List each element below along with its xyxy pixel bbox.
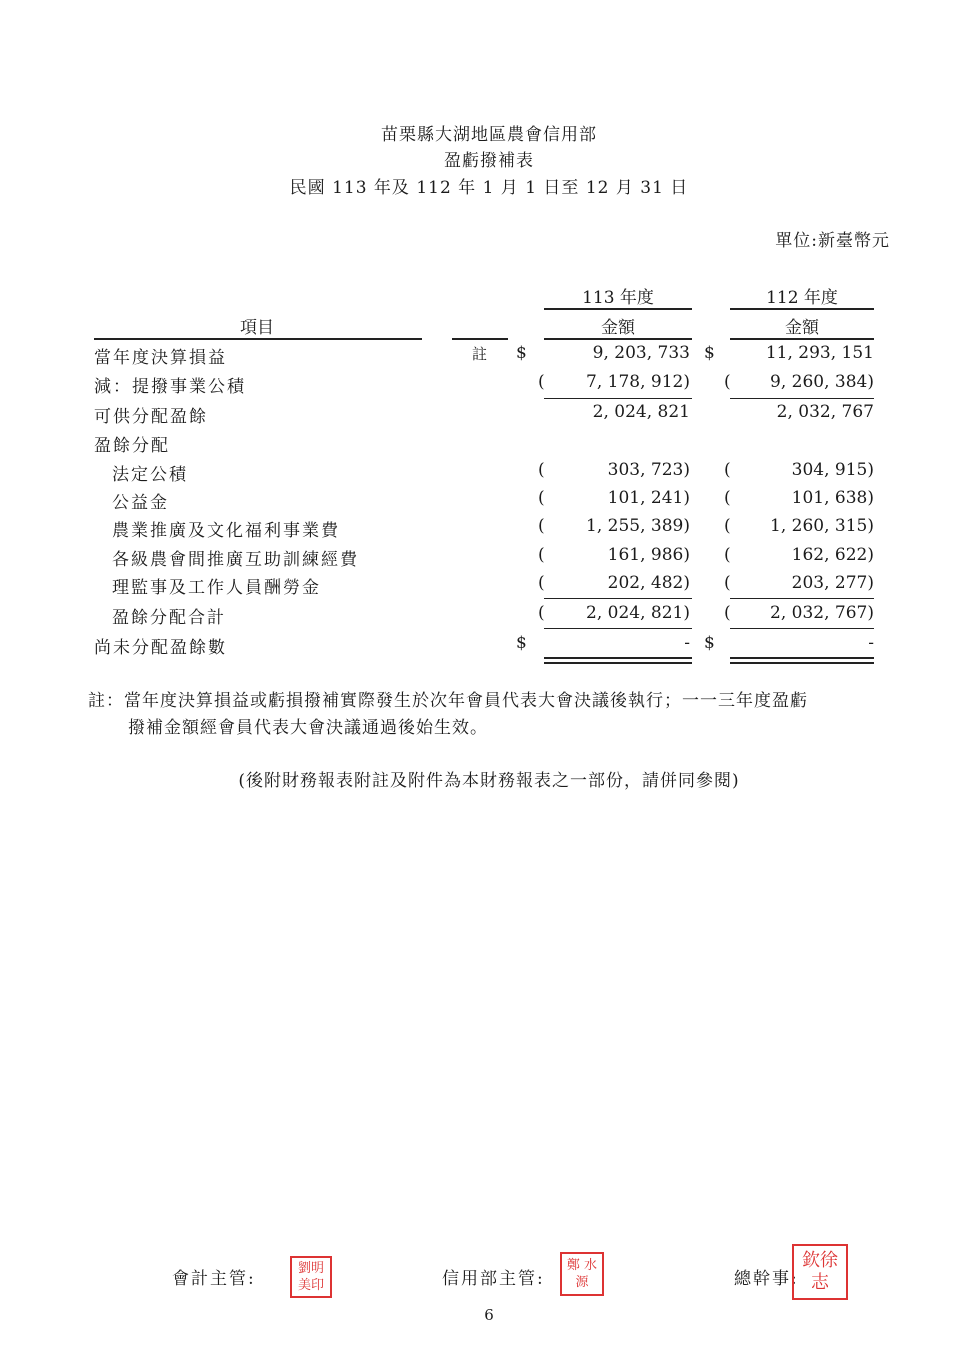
left-paren: ( <box>724 460 731 480</box>
report-period: 民國 113 年及 112 年 1 月 1 日至 12 月 31 日 <box>289 178 689 198</box>
year2-value: 203, 277) <box>791 573 874 593</box>
table-row <box>0 343 978 371</box>
row-label: 理監事及工作人員酬勞金 <box>112 578 321 598</box>
report-title: 盈虧撥補表 <box>444 151 534 171</box>
subtotal-rule <box>730 628 874 629</box>
row-label: 盈餘分配 <box>94 436 170 456</box>
item-header: 項目 <box>240 318 274 338</box>
year2-value: 2, 032, 767 <box>776 402 874 422</box>
total-double-rule <box>544 662 692 664</box>
subtotal-rule <box>730 398 874 399</box>
table-row <box>0 545 978 573</box>
subtotal-rule <box>544 628 692 629</box>
year1-value: 9, 203, 733 <box>592 343 690 363</box>
year1-amount-header: 金額 <box>601 318 635 338</box>
left-paren: ( <box>538 516 545 536</box>
subtotal-rule <box>544 398 692 399</box>
left-paren: ( <box>538 573 545 593</box>
left-paren: ( <box>538 460 545 480</box>
row-label: 盈餘分配合計 <box>112 608 226 628</box>
subtotal-rule <box>544 598 692 599</box>
row-label: 當年度決算損益 <box>94 348 227 368</box>
row-label: 可供分配盈餘 <box>94 407 208 427</box>
accounting-supervisor-label: 會計主管: <box>172 1269 256 1289</box>
total-double-rule <box>730 662 874 664</box>
left-paren: ( <box>538 603 545 623</box>
year2-value: 9, 260, 384) <box>770 372 874 392</box>
year1-value: 202, 482) <box>607 573 690 593</box>
table-row <box>0 603 978 631</box>
year1-header: 113 年度 <box>582 288 654 308</box>
table-row <box>0 372 978 400</box>
year1-value: 2, 024, 821 <box>592 402 690 422</box>
year1-value: 2, 024, 821) <box>586 603 690 623</box>
note-header-rule <box>452 338 508 340</box>
organization-name: 苗栗縣大湖地區農會信用部 <box>381 125 597 145</box>
left-paren: ( <box>538 545 545 565</box>
year2-amount-rule <box>730 338 874 340</box>
item-header-rule <box>94 338 422 340</box>
general-manager-label: 總幹事: <box>734 1269 799 1289</box>
currency-symbol: $ <box>516 343 527 363</box>
row-label: 法定公積 <box>112 465 188 485</box>
left-paren: ( <box>538 488 545 508</box>
currency-symbol: $ <box>516 633 527 653</box>
left-paren: ( <box>724 516 731 536</box>
note-reference: 註 <box>472 345 488 363</box>
attached-notes-statement: (後附財務報表附註及附件為本財務報表之一部份，請併同參閱) <box>238 771 740 791</box>
year2-value: 101, 638) <box>791 488 874 508</box>
table-row <box>0 431 978 459</box>
row-label: 尚未分配盈餘數 <box>94 638 227 658</box>
year2-value: 162, 622) <box>791 545 874 565</box>
row-label: 各級農會間推廣互助訓練經費 <box>112 550 359 570</box>
year1-header-rule <box>544 308 692 310</box>
table-row <box>0 460 978 488</box>
footnote <box>88 688 898 742</box>
year2-header: 112 年度 <box>766 288 838 308</box>
page-number: 6 <box>484 1306 494 1324</box>
table-row <box>0 573 978 601</box>
footnote-line-2: 撥補金額經會員代表大會決議通過後始生效。 <box>128 718 488 738</box>
year2-value: - <box>868 633 874 653</box>
year2-value: 1, 260, 315) <box>770 516 874 536</box>
total-double-rule <box>544 657 692 659</box>
currency-unit: 單位:新臺幣元 <box>775 231 890 251</box>
left-paren: ( <box>724 573 731 593</box>
year1-amount-rule <box>544 338 692 340</box>
year1-value: 101, 241) <box>607 488 690 508</box>
year2-header-rule <box>730 308 874 310</box>
year2-value: 304, 915) <box>791 460 874 480</box>
table-row <box>0 488 978 516</box>
credit-supervisor-label: 信用部主管: <box>442 1269 545 1289</box>
year2-value: 2, 032, 767) <box>770 603 874 623</box>
year1-value: - <box>684 633 690 653</box>
row-label: 農業推廣及文化福利事業費 <box>112 521 340 541</box>
currency-symbol: $ <box>704 633 715 653</box>
footnote-line-1: 註：當年度決算損益或虧損撥補實際發生於次年會員代表大會決議後執行；一一三年度盈虧 <box>88 691 808 711</box>
total-double-rule <box>730 657 874 659</box>
credit-seal: 鄭 水源 <box>560 1252 604 1296</box>
accounting-seal: 劉明 美印 <box>290 1256 332 1298</box>
left-paren: ( <box>724 488 731 508</box>
currency-symbol: $ <box>704 343 715 363</box>
subtotal-rule <box>730 598 874 599</box>
year1-value: 7, 178, 912) <box>586 372 690 392</box>
year2-value: 11, 293, 151 <box>765 343 874 363</box>
left-paren: ( <box>724 545 731 565</box>
left-paren: ( <box>538 372 545 392</box>
left-paren: ( <box>724 603 731 623</box>
year2-amount-header: 金額 <box>785 318 819 338</box>
year1-value: 161, 986) <box>607 545 690 565</box>
row-label: 減：提撥事業公積 <box>94 377 246 397</box>
row-label: 公益金 <box>112 493 169 513</box>
year1-value: 303, 723) <box>607 460 690 480</box>
table-row <box>0 516 978 544</box>
left-paren: ( <box>724 372 731 392</box>
table-row <box>0 402 978 430</box>
year1-value: 1, 255, 389) <box>586 516 690 536</box>
general-manager-seal: 欽徐 志 <box>792 1244 848 1300</box>
